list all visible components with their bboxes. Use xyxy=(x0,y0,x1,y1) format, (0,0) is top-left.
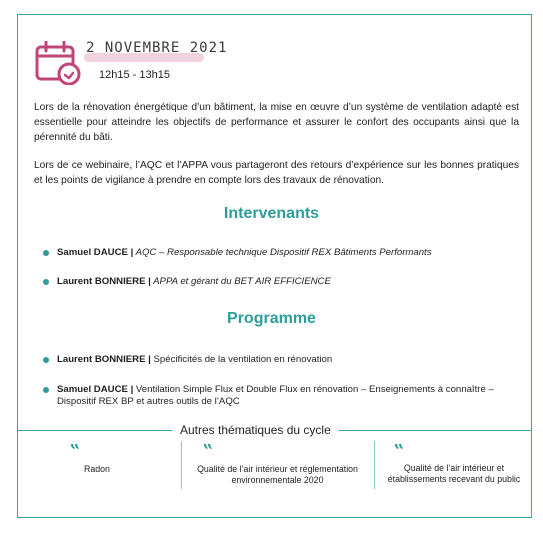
webinar-card xyxy=(17,14,532,518)
calendar-clock-icon xyxy=(35,41,81,85)
thematiques-title: Autres thématiques du cycle xyxy=(172,423,339,437)
speaker-name: Laurent BONNIERE | xyxy=(57,276,151,287)
bullet-dot xyxy=(43,279,49,285)
date-block xyxy=(86,40,227,56)
speaker-name: Samuel DAUCE | xyxy=(57,247,134,258)
speaker-role: APPA et gérant du BET AIR EFFICIENCE xyxy=(150,276,331,287)
speaker-role: AQC – Responsable technique Dispositif REX Bâtiments Performants xyxy=(133,247,432,258)
quote-icon: ‟ xyxy=(203,441,214,462)
thematique-label: Qualité de l’air intérieur et établissements recevant du public xyxy=(387,463,521,484)
event-date: 2 NOVEMBRE 2021 xyxy=(86,40,228,56)
quote-icon: ‟ xyxy=(70,441,81,462)
thematique-label: Radon xyxy=(84,464,110,474)
bullet-dot xyxy=(43,357,49,363)
quote-icon: ‟ xyxy=(394,441,405,462)
event-time: 12h15 - 13h15 xyxy=(99,69,170,81)
bullet-dot xyxy=(43,250,49,256)
thematique-label: Qualité de l’air intérieur et réglementation environnementale 2020 xyxy=(197,464,358,485)
bullet-dot xyxy=(43,387,49,393)
column-divider xyxy=(374,441,375,489)
intervenants-title: Intervenants xyxy=(223,205,320,222)
programme-desc: Spécificités de la ventilation en rénovation xyxy=(150,354,333,365)
programme-speaker: Samuel DAUCE | xyxy=(57,384,134,395)
programme-title: Programme xyxy=(227,310,316,327)
programme-speaker: Laurent BONNIERE | xyxy=(57,354,151,365)
intro-paragraph-2: Lors de ce webinaire, l’AQC et l’APPA vous partageront des retours d’expérience sur les bonnes pratiques et les points de vigilance à prendre en compte lors des travaux de rénovation. xyxy=(34,160,519,186)
programme-desc: Ventilation Simple Flux et Double Flux en rénovation – Enseignements à connaître – Dispositif REX BP et autres outils de l’AQC xyxy=(57,384,494,407)
column-divider xyxy=(181,441,182,489)
intro-paragraph-1: Lors de la rénovation énergétique d’un bâtiment, la mise en œuvre d’un système de ventilation adapté est essentielle pour atteindre les objectifs de performance et assurer le confort des occupants ainsi que la pérennité du bâti. xyxy=(34,102,519,143)
